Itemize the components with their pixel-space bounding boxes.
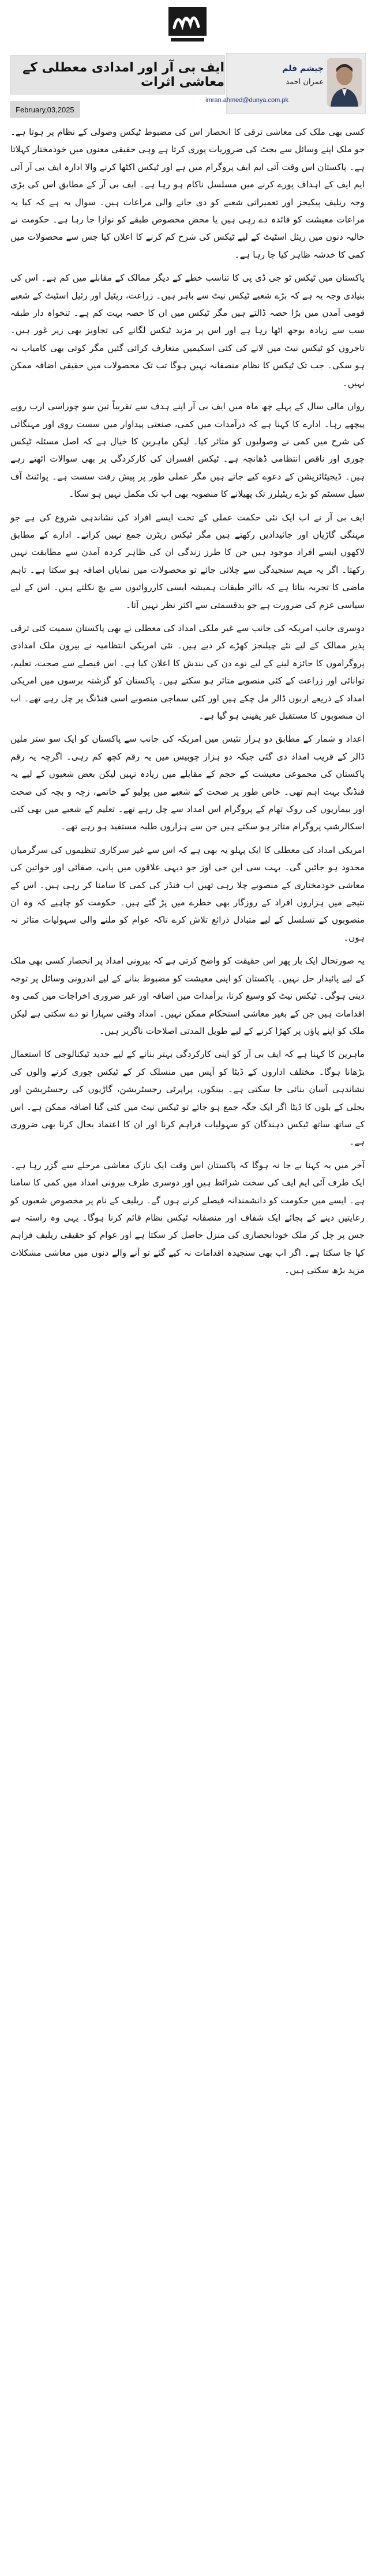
author-email[interactable]: imran.ahmed@dunya.com.pk <box>205 97 288 104</box>
article-paragraph: یہ صورتحال ایک بار پھر اس حقیقت کو واضح کرتی ہے کہ بیرونی امداد پر انحصار کسی بھی ملک کے لیے پائیدار حل نہیں۔ پاکستان کو اپنی معیشت کو مضبوط بنانے کے لیے اندرونی وسائل پر توجہ دینی ہوگی۔ ٹیکس نیٹ کو وسیع کرنا، برآمدات میں اضافہ اور غیر ضروری اخراجات میں کمی وہ اقدامات ہیں جن کے بغیر معاشی استحکام ممکن نہیں۔ امداد وقتی سہارا تو دے سکتی ہے لیکن ملک کو اپنے پاؤں پر کھڑا کرنے کے لیے طویل المدتی اصلاحات ناگزیر ہیں۔ <box>10 955 365 1036</box>
author-strip <box>226 53 366 114</box>
publish-date: February,03,2025 <box>10 101 80 118</box>
article-paragraph: امریکی امداد کی معطلی کا ایک پہلو یہ بھی ہے کہ اس سے غیر سرکاری تنظیموں کی سرگرمیاں محدود ہو جائیں گی۔ بہت سی این جی اوز جو دیہی علاقوں میں پانی، صفائی اور خواتین کی معاشی خودمختاری کے منصوبے چلا رہی تھیں اب فنڈز کی کمی کا سامنا کر رہی ہیں۔ اس کے نتیجے میں ہزاروں افراد کے روزگار بھی خطرے میں پڑ گئے ہیں۔ حکومت کو چاہیے کہ وہ ان منصوبوں کے تسلسل کے لیے متبادل ذرائع تلاش کرے تاکہ عوام کو ملنے والی سہولیات متاثر نہ ہوں۔ <box>10 844 365 943</box>
author-name: عمران احمد <box>286 78 324 86</box>
article-paragraph: ماہرین کا کہنا ہے کہ ایف بی آر کو اپنی کارکردگی بہتر بنانے کے لیے جدید ٹیکنالوجی کا استعمال بڑھانا ہوگا۔ مختلف اداروں کے ڈیٹا کو آپس میں منسلک کر کے ٹیکس چوری کرنے والوں کی نشاندہی آسان بنائی جا سکتی ہے۔ بینکوں، پراپرٹی رجسٹریشن، گاڑیوں کی رجسٹریشن اور بجلی کے بلوں کا ڈیٹا اگر ایک جگہ جمع ہو جائے تو ٹیکس نیٹ میں کئی گنا اضافہ ممکن ہے۔ اس کے ساتھ ساتھ ٹیکس دہندگان کو سہولیات فراہم کرنا اور ان کا اعتماد بحال کرنا بھی ضروری ہے۔ <box>10 1049 365 1147</box>
headline-box <box>10 55 225 95</box>
article-paragraph: اعداد و شمار کے مطابق دو ہزار تئیس میں امریکہ کی جانب سے پاکستان کو ایک سو ستر ملین ڈالر کے قریب امداد دی گئی جبکہ دو ہزار چوبیس میں یہ رقم کچھ کم رہی۔ اگرچہ یہ رقم پاکستان کی مجموعی معیشت کے حجم کے مقابلے میں زیادہ نہیں لیکن بعض شعبوں کے لیے یہ فنڈنگ بہت اہم تھی۔ خاص طور پر صحت کے شعبے میں پولیو کے خاتمے، زچہ و بچہ کی صحت اور بیماریوں کی روک تھام کے پروگرام اس امداد سے چل رہے تھے۔ تعلیم کے شعبے میں بھی کئی اسکالرشپ پروگرام متاثر ہو سکتے ہیں جن سے ہزاروں طلبہ مستفید ہو رہے تھے۔ <box>10 734 365 832</box>
article-paragraph: دوسری جانب امریکہ کی جانب سے غیر ملکی امداد کی معطلی نے بھی پاکستان سمیت کئی ترقی پذیر ممالک کے لیے نئے چیلنجز کھڑے کر دیے ہیں۔ نئی امریکی انتظامیہ نے بیرون ملک امدادی پروگراموں کا جائزہ لینے کے لیے نوے دن کی بندش کا اعلان کیا ہے۔ اس فیصلے سے صحت، تعلیم، توانائی اور زراعت کے کئی منصوبے متاثر ہو سکتے ہیں۔ پاکستان کو گزشتہ برسوں میں امریکی امداد کے ذریعے اربوں ڈالر مل چکے ہیں اور کئی سماجی منصوبے اسی فنڈنگ پر چل رہے تھے۔ اب ان منصوبوں کا مستقبل غیر یقینی ہو گیا ہے۔ <box>10 622 365 721</box>
article-paragraph: رواں مالی سال کے پہلے چھ ماہ میں ایف بی آر اپنے ہدف سے تقریباً تین سو چوراسی ارب روپے پیچھے رہا۔ ادارے کا کہنا ہے کہ درآمدات میں کمی، صنعتی پیداوار میں سست روی اور مہنگائی کی شرح میں کمی نے وصولیوں کو متاثر کیا۔ لیکن ماہرین کا خیال ہے کہ اصل مسئلہ ٹیکس چوری اور ناقص انتظامی ڈھانچہ ہے۔ ٹیکس افسران کی کارکردگی پر بھی سوالات اٹھتے رہے ہیں۔ ڈیجیٹائزیشن کے دعوے کیے جاتے ہیں مگر عملی طور پر پیش رفت سست ہے۔ پوائنٹ آف سیل سسٹم کو بڑے ریٹیلرز تک پھیلانے کا منصوبہ بھی اب تک مکمل نہیں ہو سکا۔ <box>10 401 365 500</box>
headline: ایف بی آر اور امدادی معطلی کے معاشی اثرات <box>22 61 224 89</box>
column-name: چیشم فلم <box>282 64 324 73</box>
article-paragraph: پاکستان میں ٹیکس ٹو جی ڈی پی کا تناسب خطے کے دیگر ممالک کے مقابلے میں کم ہے۔ اس کی بنیادی وجہ یہ ہے کہ بڑے شعبے ٹیکس نیٹ سے باہر ہیں۔ زراعت، ریٹیل اور رئیل اسٹیٹ کے شعبے قومی آمدن میں بڑا حصہ ڈالتے ہیں مگر ٹیکس میں ان کا حصہ بہت کم ہے۔ تنخواہ دار طبقہ سب سے زیادہ بوجھ اٹھا رہا ہے اور اس پر مزید ٹیکس لگانے کی تجاویز بھی زیر غور ہیں۔ تاجروں کو ٹیکس نیٹ میں لانے کی کئی اسکیمیں متعارف کرائی گئیں مگر کوئی بھی کامیاب نہ ہو سکی۔ جب تک ٹیکس کا نظام منصفانہ نہیں ہوگا تب تک محصولات میں حقیقی اضافہ ممکن نہیں۔ <box>10 273 365 388</box>
article-paragraph: ایف بی آر نے اب ایک نئی حکمت عملی کے تحت ایسے افراد کی نشاندہی شروع کی ہے جو مہنگی گاڑیاں اور جائیدادیں رکھتے ہیں مگر ٹیکس ریٹرن جمع نہیں کراتے۔ ادارے کے مطابق لاکھوں ایسے افراد موجود ہیں جن کا طرز زندگی ان کی ظاہر کردہ آمدن سے مطابقت نہیں رکھتا۔ اگر یہ مہم سنجیدگی سے چلائی جائے تو محصولات میں نمایاں اضافہ ہو سکتا ہے۔ تاہم ماضی کا تجربہ بتاتا ہے کہ بااثر طبقات ہمیشہ ایسی کارروائیوں سے بچ نکلتے ہیں۔ اس کے لیے سیاسی عزم کی ضرورت ہے جو بدقسمتی سے اکثر نظر نہیں آتا۔ <box>10 512 365 610</box>
author-photo <box>327 58 362 107</box>
article-paragraph: کسی بھی ملک کی معاشی ترقی کا انحصار اس کی مضبوط ٹیکس وصولی کے نظام پر ہوتا ہے۔ جو ملک اپنے وسائل سے بجٹ کی ضروریات پوری کرتا ہے وہی حقیقی معنوں میں خودمختار کہلاتا ہے۔ پاکستان اس وقت آئی ایم ایف پروگرام میں ہے اور ٹیکس اکٹھا کرنے والا ادارہ ایف بی آر آئی ایم ایف کے اہداف پورے کرنے میں مسلسل ناکام ہو رہا ہے۔ ایف بی آر کے مطابق اس کی بڑی وجہ ریلیف پیکیجز اور تعمیراتی شعبے کو دی جانے والی مراعات ہیں۔ سوال یہ ہے کہ کیا یہ مراعات معیشت کو فائدہ دے رہی ہیں یا محض مخصوص طبقے کو نوازا جا رہا ہے۔ حکومت نے حالیہ دنوں میں ریئل اسٹیٹ کے لیے ٹیکس کی شرح کم کرنے کا اعلان کیا جس سے محصولات میں کمی کا خدشہ ظاہر کیا جا رہا ہے۔ <box>10 127 365 260</box>
masthead <box>0 0 375 50</box>
article-body <box>10 123 365 2567</box>
dunya-logo[interactable] <box>165 5 210 45</box>
article-paragraph: آخر میں یہ کہنا بے جا نہ ہوگا کہ پاکستان اس وقت ایک نازک معاشی مرحلے سے گزر رہا ہے۔ ایک طرف آئی ایم ایف کی سخت شرائط ہیں اور دوسری طرف بیرونی امداد میں کمی کا سامنا ہے۔ ایسے میں حکومت کو دانشمندانہ فیصلے کرنے ہوں گے۔ ریلیف کے نام پر مخصوص شعبوں کو رعایتیں دینے کے بجائے ایک شفاف اور منصفانہ ٹیکس نظام قائم کرنا ہوگا۔ یہی وہ راستہ ہے جس پر چل کر ملک خودانحصاری کی منزل حاصل کر سکتا ہے اور عوام کو حقیقی ریلیف فراہم کیا جا سکتا ہے۔ اگر اب بھی سنجیدہ اقدامات نہ کیے گئے تو آنے والے دنوں میں معاشی مشکلات مزید بڑھ سکتی ہیں۔ <box>10 1159 365 1276</box>
